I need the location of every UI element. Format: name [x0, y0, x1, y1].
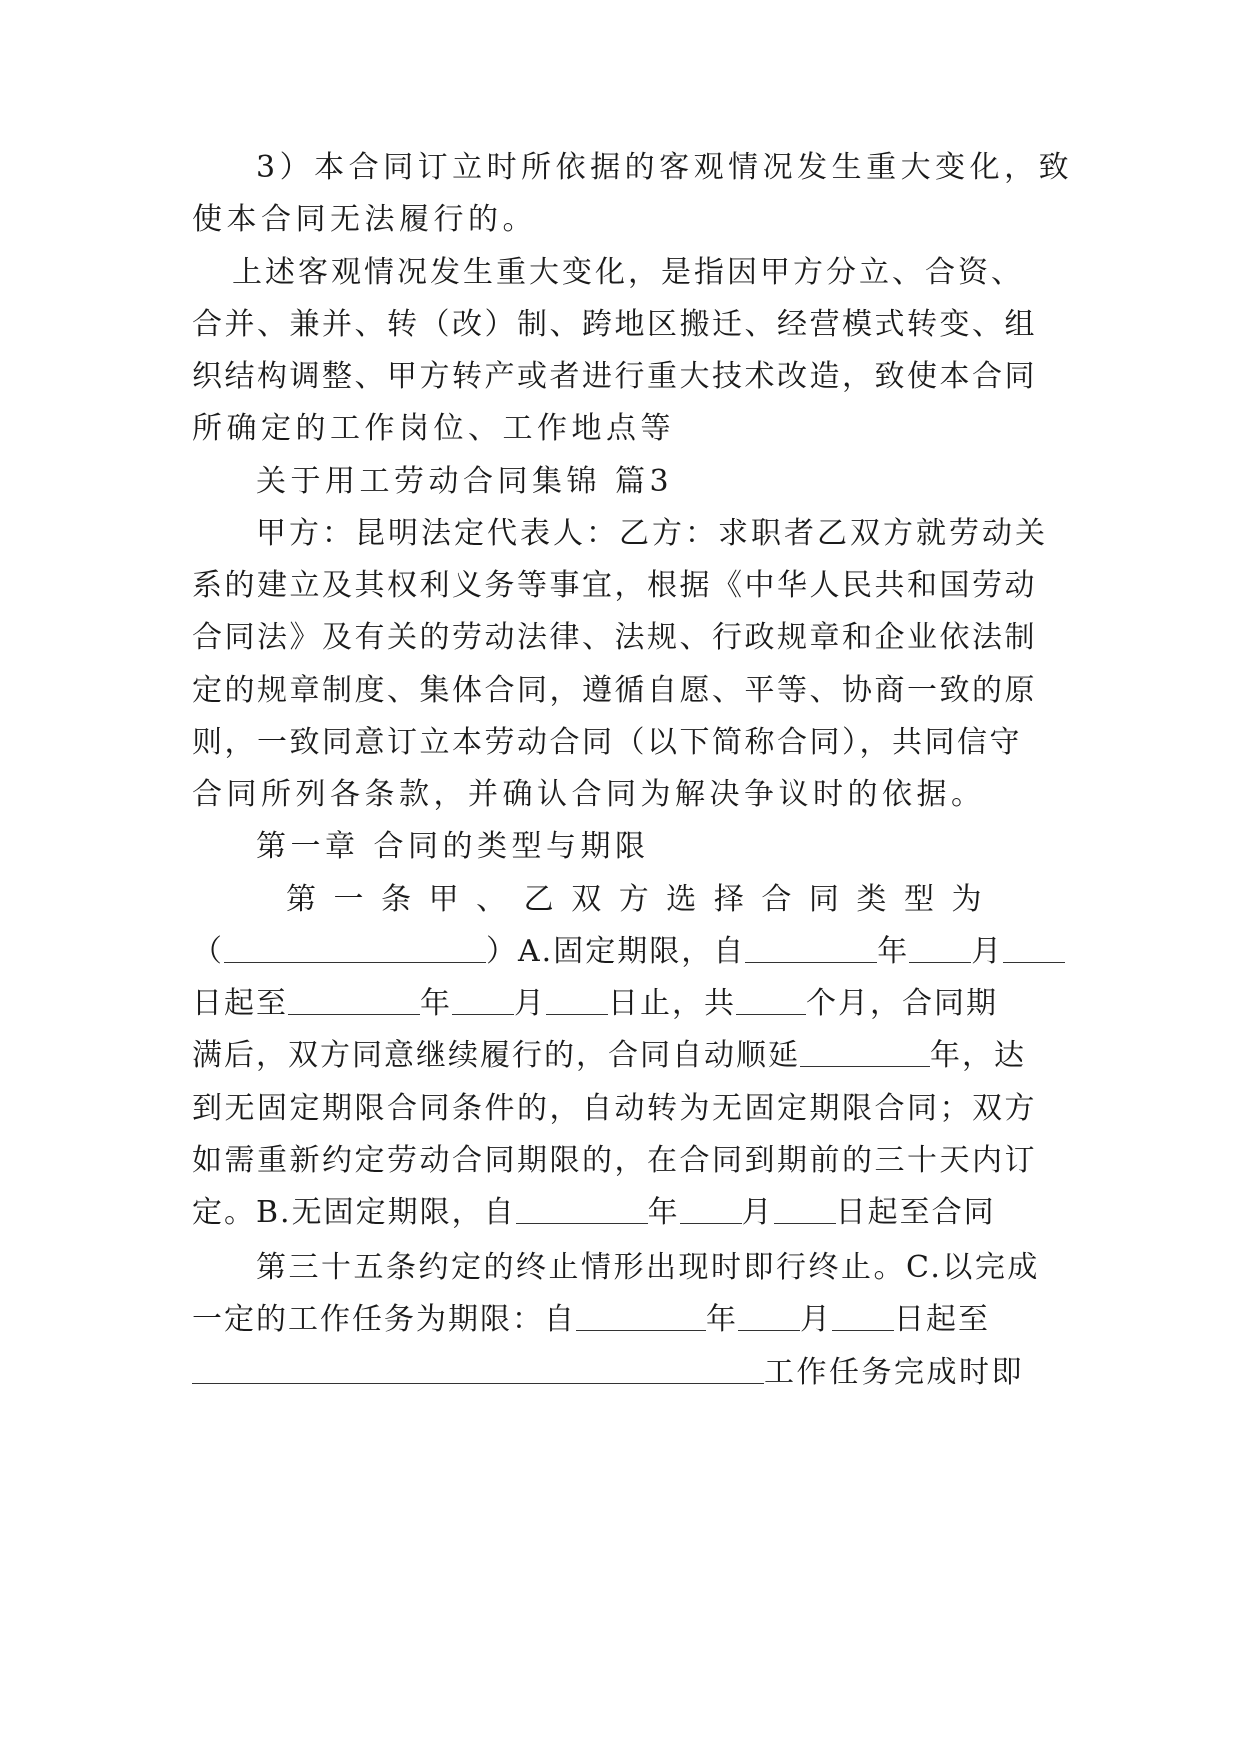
text-line-with-blanks — [192, 1300, 1047, 1340]
text-line: 第三十五条约定的终止情形出现时即行终止。C.以完成 — [256, 1250, 1040, 1285]
text-line: 定的规章制度、集体合同，遵循自愿、平等、协商一致的原 — [192, 673, 1037, 708]
text-segment: 工作任务完成时即 — [764, 1355, 1024, 1390]
fill-blank[interactable] — [774, 1197, 836, 1224]
text-segment: （ — [192, 934, 224, 969]
text-line-with-blanks — [192, 984, 1047, 1024]
fill-blank[interactable] — [516, 1197, 648, 1224]
text-segment: 日止，共 — [608, 986, 736, 1021]
text-line: 3）本合同订立时所依据的客观情况发生重大变化，致 — [256, 150, 1074, 185]
text-segment: 一定的工作任务为期限：自 — [192, 1302, 576, 1337]
fill-blank[interactable] — [800, 1040, 930, 1067]
text-line: 系的建立及其权利义务等事宜，根据《中华人民共和国劳动 — [192, 568, 1037, 603]
fill-blank[interactable] — [576, 1304, 706, 1331]
text-line: 合同法》及有关的劳动法律、法规、行政规章和企业依法制 — [192, 620, 1037, 655]
text-line: 第 一 条 甲 、 乙 双 方 选 择 合 同 类 型 为 — [286, 882, 982, 917]
fill-blank[interactable] — [224, 936, 486, 963]
text-segment: 月 — [514, 986, 546, 1021]
text-line: 甲方：昆明法定代表人：乙方：求职者乙双方就劳动关 — [256, 516, 1048, 551]
fill-blank[interactable] — [1003, 936, 1065, 963]
chapter-heading: 第一章 合同的类型与期限 — [256, 829, 650, 864]
text-line: 合同所列各条款，并确认合同为解决争议时的依据。 — [192, 777, 986, 812]
text-line: 如需重新约定劳动合同期限的，在合同到期前的三十天内订 — [192, 1143, 1037, 1178]
text-line: 合并、兼并、转（改）制、跨地区搬迁、经营模式转变、组 — [192, 307, 1037, 342]
fill-blank[interactable] — [680, 1197, 742, 1224]
text-line: 则，一致同意订立本劳动合同（以下简称合同），共同信守 — [192, 725, 1022, 760]
fill-blank[interactable] — [909, 936, 971, 963]
text-segment: 定。B.无固定期限，自 — [192, 1195, 516, 1230]
fill-blank[interactable] — [288, 988, 420, 1015]
text-segment: 满后，双方同意继续履行的，合同自动顺延 — [192, 1038, 800, 1073]
text-segment: 月 — [971, 934, 1004, 969]
text-segment: 日起至 — [894, 1302, 990, 1337]
text-segment: 月 — [800, 1302, 832, 1337]
text-segment: 月 — [741, 1195, 774, 1230]
text-segment: 年，达 — [930, 1038, 1026, 1073]
text-segment: 个月，合同期 — [806, 986, 998, 1021]
text-segment: ）A.固定期限，自 — [486, 934, 746, 969]
text-line-with-blanks — [192, 932, 1047, 972]
text-segment: 年 — [706, 1302, 738, 1337]
text-line-with-blanks — [192, 1353, 1047, 1393]
section-heading: 关于用工劳动合同集锦 篇3 — [256, 464, 674, 499]
fill-blank[interactable] — [192, 1357, 764, 1384]
text-line: 上述客观情况发生重大变化，是指因甲方分立、合资、 — [232, 255, 1024, 290]
text-segment: 年 — [420, 986, 452, 1021]
fill-blank[interactable] — [745, 936, 877, 963]
fill-blank[interactable] — [736, 988, 806, 1015]
text-line: 到无固定期限合同条件的，自动转为无固定期限合同；双方 — [192, 1091, 1037, 1126]
text-line-with-blanks — [192, 1036, 1047, 1076]
text-segment: 年 — [877, 934, 910, 969]
fill-blank[interactable] — [546, 988, 608, 1015]
text-segment: 日起至 — [192, 986, 288, 1021]
fill-blank[interactable] — [452, 988, 514, 1015]
text-line: 所确定的工作岗位、工作地点等 — [192, 411, 675, 446]
text-line: 使本合同无法履行的。 — [192, 202, 537, 237]
text-segment: 日起至合同 — [835, 1195, 996, 1230]
text-line: 织结构调整、甲方转产或者进行重大技术改造，致使本合同 — [192, 359, 1037, 394]
text-line-with-blanks — [192, 1193, 1047, 1233]
fill-blank[interactable] — [738, 1304, 800, 1331]
fill-blank[interactable] — [832, 1304, 894, 1331]
text-segment: 年 — [647, 1195, 680, 1230]
